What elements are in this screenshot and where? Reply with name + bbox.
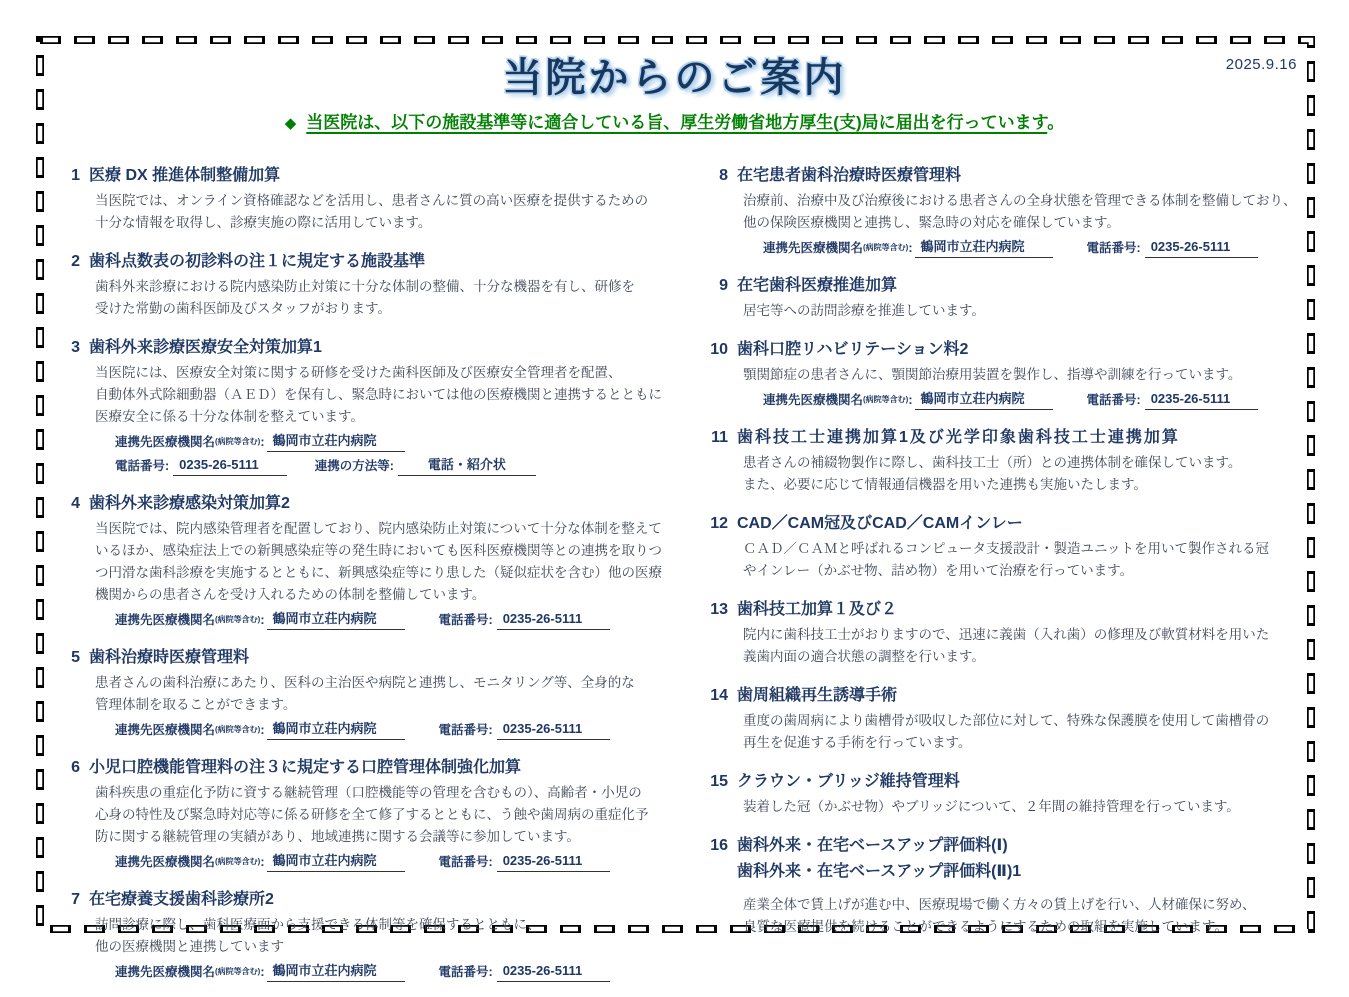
item-body-line: 顎関節症の患者さんに、顎関節治療用装置を製作し、指導や訓練を行っています。	[743, 367, 1242, 382]
item-body	[743, 190, 1334, 258]
item-body	[95, 276, 688, 320]
phone-value: 0235-26-5111	[1145, 237, 1259, 258]
subtitle	[0, 108, 1349, 133]
item-body	[95, 914, 688, 982]
partner-name-label: 連携先医療機関名	[115, 965, 216, 979]
right-column	[706, 163, 1334, 997]
partner-name-colon: :	[260, 855, 265, 869]
item-body-line: 他の保険医療機関と連携し、緊急時の対応を確保しています。	[743, 215, 1120, 230]
item-body-line: 歯科疾患の重症化予防に資する継続管理（口腔機能等の管理を含むもの）、高齢者・小児の	[95, 785, 642, 800]
partner-name-colon: :	[260, 435, 265, 449]
item-title: 歯科外来・在宅ベースアップ評価料(Ⅰ)	[737, 837, 1008, 854]
item-body-line: 他の医療機関と連携しています	[95, 939, 284, 954]
item-body	[95, 362, 688, 476]
facility-item	[706, 833, 1334, 938]
item-title: 在宅患者歯科治療時医療管理料	[737, 167, 962, 184]
item-body-line: 当医院では、オンライン資格確認などを活用し、患者さんに質の高い医療を提供するための	[95, 193, 649, 208]
item-body-line: 産業全体で賃上げが進む中、医療現場で働く方々の賃上げを行い、人材確保に努め、	[743, 897, 1256, 912]
item-body-line: 重度の歯周病により歯槽骨が吸収した部位に対して、特殊な保護膜を使用して歯槽骨の	[743, 713, 1270, 728]
item-number: 14	[710, 687, 728, 704]
item-body-line: 受けた常勤の歯科医師及びスタッフがおります。	[95, 301, 391, 316]
item-body-line: ＣＡＤ／ＣＡＭと呼ばれるコンピュータ支援設計・製造ユニットを用いて製作される冠	[743, 541, 1269, 556]
item-title: 小児口腔機能管理料の注３に規定する口腔管理体制強化加算	[89, 759, 522, 776]
phone-label: 電話番号:	[438, 613, 493, 627]
item-number: 16	[710, 837, 728, 854]
partner-name-label: 連携先医療機関名	[115, 613, 216, 627]
date-label: 2025.9.16	[1225, 56, 1297, 73]
method-label: 連携の方法等:	[314, 459, 394, 473]
item-number: 2	[71, 253, 80, 270]
item-heading	[706, 163, 1334, 189]
item-number: 11	[711, 429, 728, 446]
item-body-line: 当医院には、医療安全対策に関する研修を受けた歯科医師及び医療安全管理者を配置、	[95, 365, 622, 380]
item-number: 1	[71, 167, 80, 184]
item-number: 6	[71, 759, 80, 776]
partner-name-colon: :	[260, 965, 265, 979]
item-body	[743, 624, 1334, 668]
partner-info-row	[115, 431, 688, 452]
item-heading	[58, 755, 688, 781]
item-body-line: 十分な情報を取得し、診療実施の際に活用しています。	[95, 215, 432, 230]
diamond-icon: ◆	[284, 115, 297, 132]
item-body-line: 管理体制を取ることができます。	[95, 697, 297, 712]
item-title: 医療 DX 推進体制整備加算	[89, 167, 281, 184]
item-number: 3	[71, 339, 80, 356]
item-title: 在宅療養支援歯科診療所2	[89, 891, 274, 908]
item-title: 歯科技工加算１及び２	[737, 601, 898, 618]
partner-name-note: (病院等含む)	[215, 615, 261, 624]
item-number: 15	[710, 773, 728, 790]
item-heading	[706, 425, 1334, 451]
item-heading	[58, 249, 688, 275]
partner-name-note: (病院等含む)	[215, 967, 261, 976]
item-body-line: 義歯内面の適合状態の調整を行います。	[743, 649, 985, 664]
item-body	[95, 782, 688, 872]
facility-item	[58, 335, 688, 476]
item-number: 12	[710, 515, 728, 532]
item-title: 歯科点数表の初診料の注１に規定する施設基準	[89, 253, 426, 270]
item-heading	[706, 273, 1334, 299]
item-body-line: 機関からの患者さんを受け入れるための体制を整備しています。	[95, 587, 486, 602]
item-body	[95, 190, 688, 234]
item-heading	[706, 683, 1334, 709]
partner-name-label: 連携先医療機関名	[115, 435, 216, 449]
item-body-line: 装着した冠（かぶせ物）やブリッジについて、２年間の維持管理を行っています。	[743, 799, 1240, 814]
item-number: 5	[71, 649, 80, 666]
item-title: 歯科外来診療感染対策加算2	[89, 495, 290, 512]
item-body	[743, 300, 1334, 322]
partner-name-label: 連携先医療機関名	[763, 241, 864, 255]
item-number: 10	[710, 341, 728, 358]
phone-value: 0235-26-5111	[497, 851, 611, 872]
partner-name-value: 鶴岡市立荘内病院	[267, 961, 405, 982]
item-heading	[706, 511, 1334, 537]
two-column-list	[58, 163, 1334, 997]
partner-name-value: 鶴岡市立荘内病院	[267, 851, 405, 872]
facility-item	[706, 597, 1334, 668]
item-body	[743, 894, 1334, 938]
item-number: 7	[71, 891, 80, 908]
item-heading	[706, 833, 1334, 859]
facility-item	[58, 645, 688, 740]
item-title-line2: 歯科外来・在宅ベースアップ評価料(Ⅱ)1	[737, 863, 1022, 880]
item-heading	[706, 597, 1334, 623]
item-body-line: 訪問診療に際し、歯科医療面から支援できる体制等を確保するとともに、	[95, 917, 541, 932]
item-body-line: 防に関する継続管理の実績があり、地域連携に関する会議等に参加しています。	[95, 829, 580, 844]
partner-name-value: 鶴岡市立荘内病院	[915, 389, 1053, 410]
item-heading	[706, 337, 1334, 363]
phone-label: 電話番号:	[1086, 241, 1141, 255]
item-body-line: 心身の特性及び緊急時対応等に係る研修を全て修了するとともに、う蝕や歯周病の重症化予	[95, 807, 649, 822]
facility-item	[58, 491, 688, 630]
item-number: 9	[719, 277, 728, 294]
facility-item	[706, 683, 1334, 754]
item-body-line: 患者さんの補綴物製作に際し、歯科技工士（所）との連携体制を確保しています。	[743, 455, 1242, 470]
facility-item	[58, 887, 688, 982]
facility-item	[58, 755, 688, 872]
item-heading	[706, 769, 1334, 795]
partner-info-row	[115, 851, 688, 872]
item-body-line: 当医院では、院内感染管理者を配置しており、院内感染防止対策について十分な体制を整えて	[95, 521, 662, 536]
partner-name-label: 連携先医療機関名	[115, 723, 216, 737]
item-body-line: 歯科外来診療における院内感染防止対策に十分な体制の整備、十分な機器を有し、研修を	[95, 279, 635, 294]
facility-item	[706, 337, 1334, 410]
partner-name-value: 鶴岡市立荘内病院	[267, 719, 405, 740]
facility-item	[706, 163, 1334, 258]
partner-name-colon: :	[260, 723, 265, 737]
item-heading	[58, 335, 688, 361]
item-number: 4	[71, 495, 80, 512]
item-heading	[58, 887, 688, 913]
item-body	[743, 538, 1334, 582]
left-column	[58, 163, 688, 997]
partner-name-note: (病院等含む)	[215, 725, 261, 734]
partner-name-note: (病院等含む)	[863, 243, 909, 252]
item-title: 歯科治療時医療管理料	[89, 649, 250, 666]
partner-info-row	[115, 719, 688, 740]
item-title: 歯科口腔リハビリテーション料2	[737, 341, 969, 358]
item-body-line: 院内に歯科技工士がおりますので、迅速に義歯（入れ歯）の修理及び軟質材料を用いた	[743, 627, 1270, 642]
facility-item	[58, 163, 688, 234]
partner-name-label: 連携先医療機関名	[115, 855, 216, 869]
item-body-line: 良質な医療提供を続けることができるようにするための取組を実施しています。	[743, 919, 1228, 934]
item-body	[743, 364, 1334, 410]
partner-name-colon: :	[908, 393, 913, 407]
item-heading	[58, 645, 688, 671]
phone-label: 電話番号:	[438, 965, 493, 979]
partner-name-label: 連携先医療機関名	[763, 393, 864, 407]
item-title: 在宅歯科医療推進加算	[737, 277, 898, 294]
partner-name-colon: :	[908, 241, 913, 255]
item-body	[743, 452, 1334, 496]
partner-info-row	[763, 237, 1334, 258]
partner-info-row	[763, 389, 1334, 410]
item-number: 8	[719, 167, 728, 184]
item-title: 歯科外来診療医療安全対策加算1	[89, 339, 322, 356]
item-body-line: また、必要に応じて情報通信機器を用いた連携も実施いたします。	[743, 477, 1147, 492]
phone-label: 電話番号:	[115, 459, 170, 473]
partner-name-note: (病院等含む)	[863, 395, 909, 404]
partner-name-note: (病院等含む)	[215, 437, 261, 446]
phone-label: 電話番号:	[438, 855, 493, 869]
item-body-line: いるほか、感染症法上での新興感染症等の発生時においても医科医療機関等との連携を取りつ	[95, 543, 662, 558]
item-body-line: 居宅等への訪問診療を推進しています。	[743, 303, 985, 318]
item-body-line: つ円滑な歯科診療を実施するとともに、新興感染症等にり患した（疑似症状を含む）他の医療	[95, 565, 662, 580]
partner-info-row	[115, 609, 688, 630]
facility-item	[706, 769, 1334, 818]
facility-item	[706, 425, 1334, 496]
phone-label: 電話番号:	[438, 723, 493, 737]
item-body	[743, 710, 1334, 754]
item-body-line: やインレー（かぶせ物、詰め物）を用いて治療を行っています。	[743, 563, 1134, 578]
item-body-line: 治療前、治療中及び治療後における患者さんの全身状態を管理できる体制を整備しており、	[743, 193, 1297, 208]
phone-value: 0235-26-5111	[1145, 389, 1259, 410]
item-number: 13	[710, 601, 728, 618]
partner-contact-row	[115, 455, 688, 476]
subtitle-period: 。	[1047, 113, 1065, 132]
subtitle-text: 当医院は、以下の施設基準等に適合している旨、厚生労働省地方厚生(支)局に届出を行っています	[306, 113, 1048, 132]
facility-item	[706, 511, 1334, 582]
partner-name-colon: :	[260, 613, 265, 627]
item-heading	[58, 491, 688, 517]
item-title: 歯周組織再生誘導手術	[737, 687, 898, 704]
phone-value: 0235-26-5111	[497, 719, 611, 740]
partner-name-value: 鶴岡市立荘内病院	[267, 431, 405, 452]
phone-label: 電話番号:	[1086, 393, 1141, 407]
facility-item	[706, 273, 1334, 322]
item-body-line: 自動体外式除細動器（ＡＥＤ）を保有し、緊急時においては他の医療機関と連携するとともに	[95, 387, 662, 402]
partner-name-value: 鶴岡市立荘内病院	[267, 609, 405, 630]
item-body-line: 患者さんの歯科治療にあたり、医科の主治医や病院と連携し、モニタリング等、全身的な	[95, 675, 635, 690]
item-body-line: 再生を促進する手術を行っています。	[743, 735, 972, 750]
phone-value: 0235-26-5111	[497, 609, 611, 630]
facility-item	[58, 249, 688, 320]
item-body	[743, 796, 1334, 818]
method-value: 電話・紹介状	[398, 455, 536, 476]
item-title: 歯科技工士連携加算1及び光学印象歯科技工士連携加算	[737, 429, 1180, 446]
phone-value: 0235-26-5111	[497, 961, 611, 982]
item-title: クラウン・ブリッジ維持管理料	[737, 773, 960, 790]
partner-name-value: 鶴岡市立荘内病院	[915, 237, 1053, 258]
item-title: CAD／CAM冠及びCAD／CAMインレー	[737, 515, 1023, 532]
phone-value: 0235-26-5111	[173, 455, 287, 476]
partner-info-row	[115, 961, 688, 982]
item-heading	[58, 163, 688, 189]
item-body	[95, 518, 688, 630]
partner-name-note: (病院等含む)	[215, 857, 261, 866]
page-title: 当院からのご案内	[502, 56, 847, 100]
item-body	[95, 672, 688, 740]
item-body-line: 医療安全に係る十分な体制を整えています。	[95, 409, 364, 424]
